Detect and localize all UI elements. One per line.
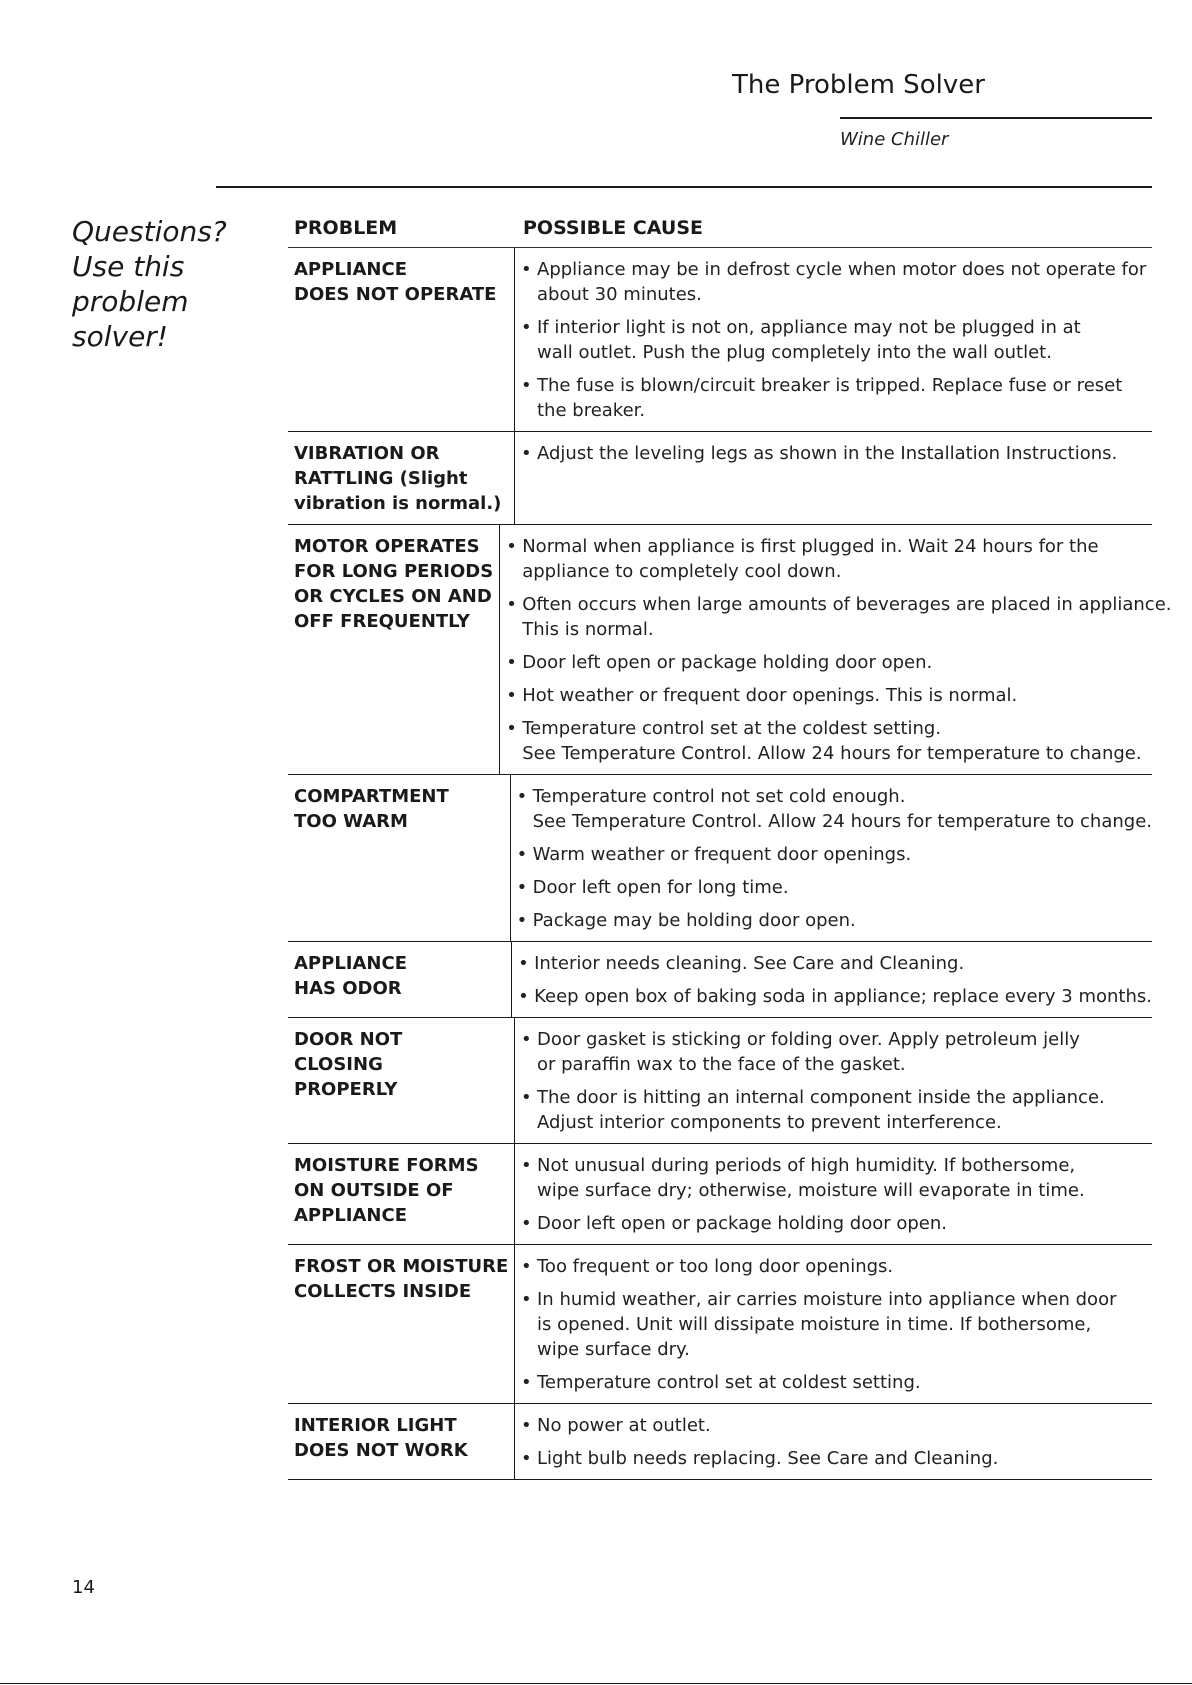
problem-line: FROST OR MOISTURE [294, 1256, 509, 1277]
cause-item [521, 1027, 1152, 1077]
cause-item [518, 951, 1152, 976]
cause-item [521, 1413, 1152, 1438]
cause-text [522, 650, 932, 675]
problem-line: DOES NOT WORK [294, 1440, 468, 1461]
cause-line: If interior light is not on, appliance may not be plugged in at [537, 317, 1081, 338]
cause-text [533, 784, 1152, 834]
cause-line: or paraffin wax to the face of the gasket. [537, 1054, 906, 1075]
cause-line: Not unusual during periods of high humidity. If bothersome, [537, 1155, 1076, 1176]
cause-item [521, 1211, 1152, 1236]
cause-text [522, 592, 1171, 642]
bullet-icon: • [521, 1372, 532, 1393]
cause-line: Normal when appliance is first plugged in. Wait 24 hours for the [522, 536, 1099, 557]
causes-cell [514, 1404, 1152, 1479]
problem-line: HAS ODOR [294, 978, 402, 999]
bullet-icon: • [521, 1448, 532, 1469]
causes-cell [514, 248, 1152, 431]
cause-text [533, 842, 912, 867]
problem-line: vibration is normal.) [294, 493, 502, 514]
problem-cell [288, 248, 514, 431]
cause-item [517, 842, 1152, 867]
causes-cell [514, 1245, 1152, 1403]
cause-item [521, 1446, 1152, 1471]
cause-item [517, 784, 1152, 834]
problem-line: MOISTURE FORMS [294, 1155, 479, 1176]
cause-line: appliance to completely cool down. [522, 561, 842, 582]
bullet-icon: • [518, 986, 529, 1007]
bottom-rule [0, 1683, 1192, 1684]
bullet-icon: • [516, 910, 528, 931]
problem-line: FOR LONG PERIODS [294, 561, 494, 582]
cause-text [537, 1211, 947, 1236]
cause-line: wipe surface dry; otherwise, moisture will evaporate in time. [537, 1180, 1085, 1201]
cause-text [537, 1413, 711, 1438]
problem-line: INTERIOR LIGHT [294, 1415, 457, 1436]
column-header-cause: POSSIBLE CAUSE [523, 217, 703, 239]
cause-line: Temperature control set at coldest setting. [537, 1372, 921, 1393]
table-body [288, 248, 1172, 1480]
problem-line: APPLIANCE [294, 1205, 407, 1226]
cause-line: Package may be holding door open. [532, 910, 856, 931]
cause-item [506, 592, 1171, 642]
cause-text [533, 908, 856, 933]
cause-text [534, 951, 964, 976]
cause-line: Temperature control set at the coldest setting. [522, 718, 942, 739]
page-number: 14 [72, 1577, 95, 1598]
bullet-icon: • [521, 1213, 532, 1234]
bullet-icon: • [521, 1256, 532, 1277]
header-rule [840, 117, 1152, 119]
top-divider [216, 186, 1152, 188]
problem-cell [288, 775, 510, 941]
cause-text [537, 1287, 1116, 1362]
problem-cell [288, 1404, 514, 1479]
cause-text [537, 1254, 893, 1279]
table-row [288, 1404, 1152, 1480]
causes-cell [499, 525, 1171, 774]
cause-line: Warm weather or frequent door openings. [532, 844, 912, 865]
cause-line: Often occurs when large amounts of beverages are placed in appliance. [522, 594, 1172, 615]
cause-line: Door left open or package holding door open. [537, 1213, 947, 1234]
problem-cell [288, 432, 514, 524]
cause-text [537, 1370, 921, 1395]
problem-cell [288, 942, 511, 1017]
problem-cell [288, 1245, 514, 1403]
table-row [288, 248, 1152, 432]
bullet-icon: • [506, 594, 517, 615]
cause-item [521, 1254, 1152, 1279]
table-row [288, 525, 1172, 775]
causes-cell [511, 942, 1152, 1017]
cause-text [537, 1027, 1080, 1077]
cause-line: is opened. Unit will dissipate moisture in time. If bothersome, [537, 1314, 1092, 1335]
problem-line: APPLIANCE [294, 259, 407, 280]
bullet-icon: • [516, 786, 528, 807]
cause-text [537, 373, 1122, 423]
cause-line: No power at outlet. [537, 1415, 711, 1436]
cause-line: Too frequent or too long door openings. [537, 1256, 894, 1277]
problem-line: ON OUTSIDE OF [294, 1180, 454, 1201]
cause-item [521, 1153, 1152, 1203]
bullet-icon: • [521, 317, 532, 338]
cause-line: Adjust the leveling legs as shown in the Installation Instructions. [537, 443, 1118, 464]
cause-text [537, 1153, 1085, 1203]
table-row [288, 775, 1152, 942]
problem-line: APPLIANCE [294, 953, 407, 974]
cause-text [522, 683, 1017, 708]
table-row [288, 1144, 1152, 1245]
bullet-icon: • [521, 1155, 532, 1176]
cause-line: Door gasket is sticking or folding over. Apply petroleum jelly [537, 1029, 1080, 1050]
page-subtitle: Wine Chiller [840, 129, 949, 150]
bullet-icon: • [516, 877, 528, 898]
problem-line: DOES NOT OPERATE [294, 284, 497, 305]
cause-item [521, 1287, 1152, 1362]
cause-item [517, 908, 1152, 933]
cause-item [521, 257, 1152, 307]
cause-text [537, 257, 1146, 307]
cause-line: This is normal. [522, 619, 654, 640]
problem-line: VIBRATION OR [294, 443, 440, 464]
column-header-problem: PROBLEM [294, 217, 398, 239]
bullet-icon: • [516, 844, 528, 865]
cause-item [506, 650, 1171, 675]
cause-item [521, 373, 1152, 423]
cause-text [537, 441, 1117, 466]
bullet-icon: • [518, 953, 529, 974]
problem-line: OR CYCLES ON AND [294, 586, 492, 607]
cause-line: the breaker. [537, 400, 646, 421]
table-row [288, 432, 1152, 525]
cause-line: Light bulb needs replacing. See Care and Cleaning. [537, 1448, 999, 1469]
cause-text [537, 315, 1081, 365]
bullet-icon: • [521, 1087, 532, 1108]
problem-line: OFF FREQUENTLY [294, 611, 470, 632]
cause-line: See Temperature Control. Allow 24 hours for temperature to change. [532, 811, 1152, 832]
cause-item [521, 441, 1152, 466]
problem-line: COMPARTMENT [294, 786, 449, 807]
problem-cell [288, 1018, 514, 1143]
cause-item [521, 1085, 1152, 1135]
problem-cell [288, 1144, 514, 1244]
problem-line: CLOSING [294, 1054, 383, 1075]
cause-item [521, 1370, 1152, 1395]
table-row [288, 1018, 1152, 1144]
bullet-icon: • [521, 375, 532, 396]
table-header [288, 213, 1152, 248]
cause-line: Door left open for long time. [532, 877, 789, 898]
problem-cell [288, 525, 499, 774]
causes-cell [510, 775, 1152, 941]
problem-line: MOTOR OPERATES [294, 536, 480, 557]
cause-item [506, 534, 1171, 584]
cause-line: In humid weather, air carries moisture into appliance when door [537, 1289, 1117, 1310]
sidebar-line: solver! [72, 320, 169, 353]
cause-text [533, 875, 789, 900]
bullet-icon: • [521, 1029, 532, 1050]
cause-line: Adjust interior components to prevent interference. [537, 1112, 1002, 1133]
causes-cell [514, 432, 1152, 524]
sidebar-line: Use this [72, 250, 185, 283]
sidebar-line: Questions? [72, 215, 227, 248]
bullet-icon: • [506, 652, 517, 673]
cause-item [521, 315, 1152, 365]
cause-line: wall outlet. Push the plug completely into the wall outlet. [537, 342, 1052, 363]
cause-line: Door left open or package holding door open. [522, 652, 933, 673]
cause-line: The fuse is blown/circuit breaker is tripped. Replace fuse or reset [537, 375, 1123, 396]
sidebar-line: problem [72, 285, 189, 318]
cause-text [522, 716, 1141, 766]
causes-cell [514, 1018, 1152, 1143]
problem-line: RATTLING (Slight [294, 468, 468, 489]
cause-line: Keep open box of baking soda in appliance; replace every 3 months. [534, 986, 1152, 1007]
cause-line: about 30 minutes. [537, 284, 702, 305]
sidebar-callout [72, 214, 232, 354]
cause-item [518, 984, 1152, 1009]
bullet-icon: • [521, 1289, 532, 1310]
cause-line: Temperature control not set cold enough. [532, 786, 906, 807]
cause-line: Hot weather or frequent door openings. This is normal. [522, 685, 1018, 706]
cause-line: Interior needs cleaning. See Care and Cleaning. [534, 953, 965, 974]
problem-line: DOOR NOT [294, 1029, 403, 1050]
causes-cell [514, 1144, 1152, 1244]
cause-item [506, 716, 1171, 766]
problem-solver-table [288, 213, 1172, 1480]
bullet-icon: • [521, 443, 532, 464]
cause-line: The door is hitting an internal component inside the appliance. [537, 1087, 1105, 1108]
table-row [288, 942, 1152, 1018]
page-title: The Problem Solver [732, 70, 985, 100]
cause-text [537, 1085, 1105, 1135]
problem-line: COLLECTS INSIDE [294, 1281, 472, 1302]
cause-item [517, 875, 1152, 900]
cause-line: wipe surface dry. [537, 1339, 690, 1360]
bullet-icon: • [506, 536, 517, 557]
bullet-icon: • [521, 259, 532, 280]
bullet-icon: • [521, 1415, 532, 1436]
cause-text [537, 1446, 998, 1471]
bullet-icon: • [506, 718, 517, 739]
problem-line: TOO WARM [294, 811, 408, 832]
bullet-icon: • [506, 685, 517, 706]
cause-line: See Temperature Control. Allow 24 hours for temperature to change. [522, 743, 1142, 764]
problem-line: PROPERLY [294, 1079, 398, 1100]
cause-line: Appliance may be in defrost cycle when motor does not operate for [537, 259, 1147, 280]
table-row [288, 1245, 1152, 1404]
cause-text [522, 534, 1098, 584]
cause-item [506, 683, 1171, 708]
cause-text [534, 984, 1152, 1009]
